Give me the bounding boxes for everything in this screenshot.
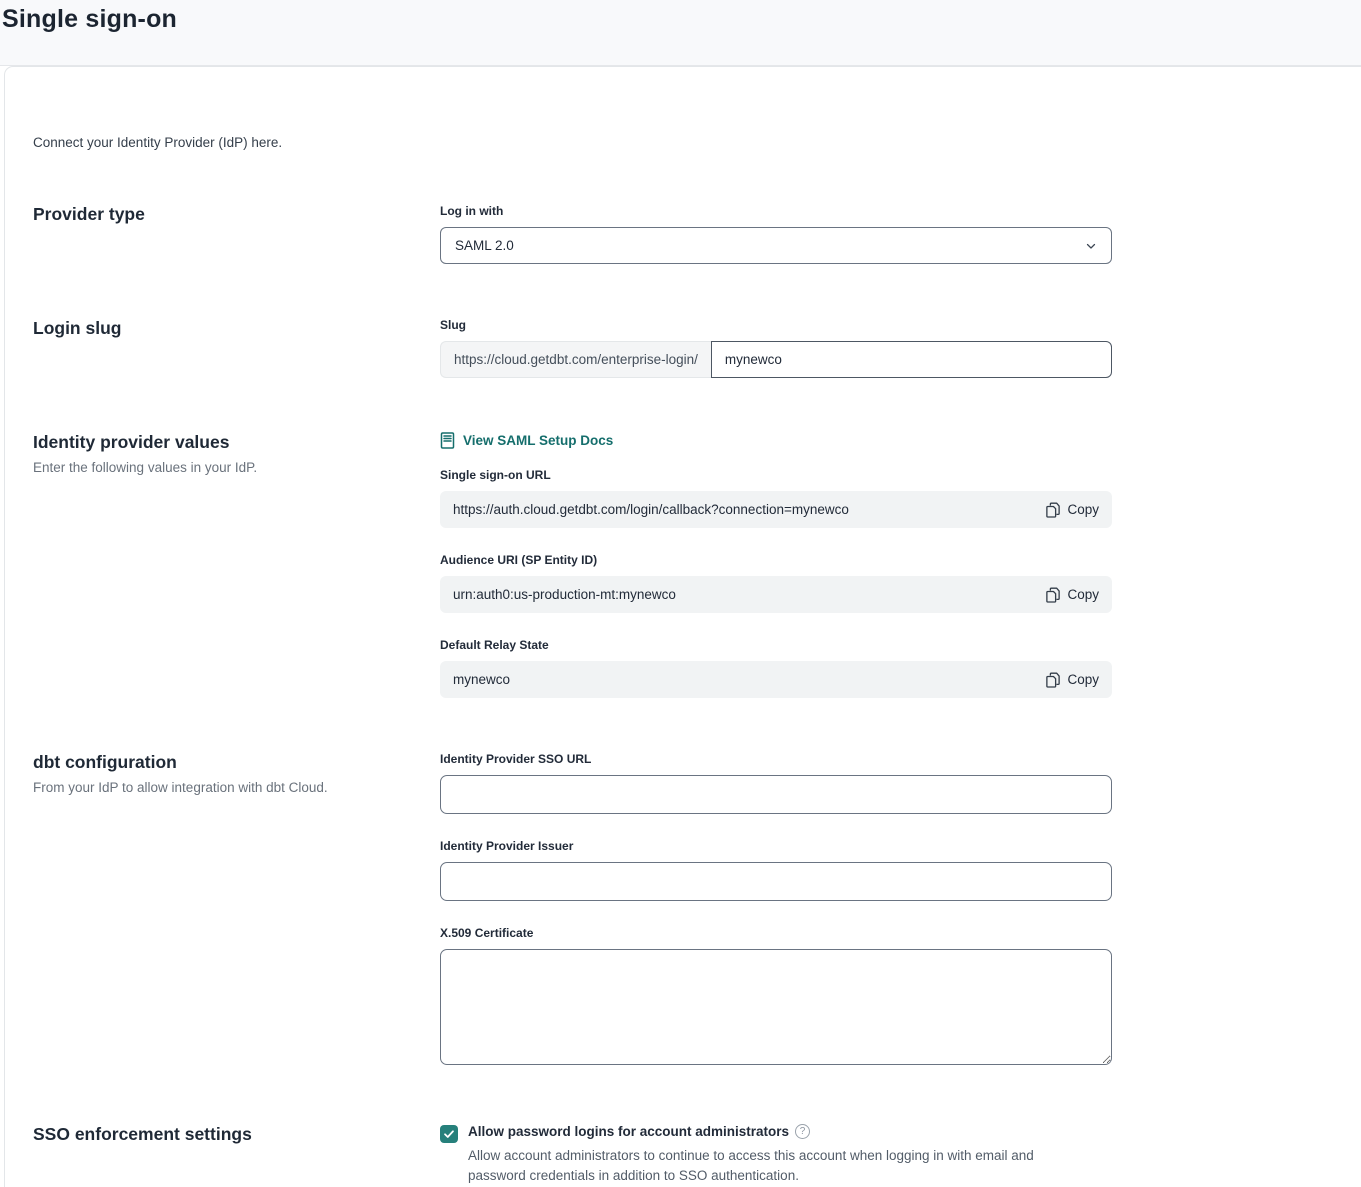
view-saml-docs-label: View SAML Setup Docs (463, 433, 614, 448)
page-title: Single sign-on (2, 5, 178, 33)
view-saml-docs-link[interactable] (440, 432, 613, 449)
copy-label: Copy (1067, 672, 1099, 687)
slug-label: Slug (440, 318, 466, 332)
slug-input[interactable] (711, 341, 1112, 378)
page-header (0, 0, 1361, 66)
sso-url-value-box (440, 491, 1112, 528)
relay-state-label: Default Relay State (440, 638, 549, 652)
chevron-down-icon (1085, 240, 1097, 252)
sso-url-value: https://auth.cloud.getdbt.com/login/callback?connection=mynewco (453, 502, 849, 517)
login-slug-heading: Login slug (33, 318, 122, 338)
login-with-label: Log in with (440, 204, 504, 218)
intro-text: Connect your Identity Provider (IdP) here. (33, 135, 283, 150)
provider-type-selected-value: SAML 2.0 (455, 238, 514, 253)
idp-values-subheading: Enter the following values in your IdP. (33, 460, 258, 475)
copy-icon (1046, 502, 1060, 518)
copy-label: Copy (1067, 587, 1099, 602)
relay-state-value-box (440, 661, 1112, 698)
section-idp-values (33, 432, 1361, 698)
section-provider-type (33, 204, 1361, 264)
x509-certificate-label: X.509 Certificate (440, 926, 534, 940)
relay-state-copy-button[interactable] (1046, 672, 1099, 688)
idp-issuer-input[interactable] (440, 862, 1112, 901)
allow-password-logins-description: Allow account administrators to continue to access this account when logging in with email and password credentials in addition to SSO authentication. (468, 1148, 1034, 1184)
provider-type-select[interactable] (440, 227, 1112, 264)
allow-password-logins-row (440, 1124, 1112, 1187)
section-login-slug (33, 318, 1361, 378)
idp-sso-url-input[interactable] (440, 775, 1112, 814)
settings-card (4, 66, 1361, 1187)
allow-password-logins-label: Allow password logins for account administrators (468, 1124, 790, 1139)
x509-certificate-textarea[interactable] (440, 949, 1112, 1065)
audience-uri-label: Audience URI (SP Entity ID) (440, 553, 598, 567)
x509-certificate-field (440, 926, 1112, 1070)
audience-uri-value-box (440, 576, 1112, 613)
audience-uri-value: urn:auth0:us-production-mt:mynewco (453, 587, 676, 602)
sso-url-field (440, 468, 1112, 528)
copy-icon (1046, 587, 1060, 603)
sso-enforcement-heading: SSO enforcement settings (33, 1124, 252, 1144)
sso-url-copy-button[interactable] (1046, 502, 1099, 518)
document-icon (440, 432, 455, 449)
dbt-configuration-subheading: From your IdP to allow integration with dbt Cloud. (33, 780, 328, 795)
slug-url-prefix: https://cloud.getdbt.com/enterprise-login/ (440, 341, 711, 378)
dbt-configuration-heading: dbt configuration (33, 752, 177, 772)
sso-url-label: Single sign-on URL (440, 468, 551, 482)
help-icon[interactable]: ? (795, 1124, 810, 1139)
idp-issuer-label: Identity Provider Issuer (440, 839, 574, 853)
idp-sso-url-label: Identity Provider SSO URL (440, 752, 592, 766)
allow-password-logins-checkbox[interactable] (440, 1125, 458, 1143)
idp-sso-url-field (440, 752, 1112, 814)
audience-uri-field (440, 553, 1112, 613)
copy-icon (1046, 672, 1060, 688)
section-dbt-configuration (33, 752, 1361, 1070)
slug-field-group (440, 341, 1112, 378)
audience-uri-copy-button[interactable] (1046, 587, 1099, 603)
copy-label: Copy (1067, 502, 1099, 517)
idp-values-heading: Identity provider values (33, 432, 230, 452)
relay-state-field (440, 638, 1112, 698)
provider-type-heading: Provider type (33, 204, 145, 224)
section-sso-enforcement (33, 1124, 1361, 1187)
idp-issuer-field (440, 839, 1112, 901)
checkmark-icon (443, 1128, 455, 1140)
relay-state-value: mynewco (453, 672, 511, 687)
